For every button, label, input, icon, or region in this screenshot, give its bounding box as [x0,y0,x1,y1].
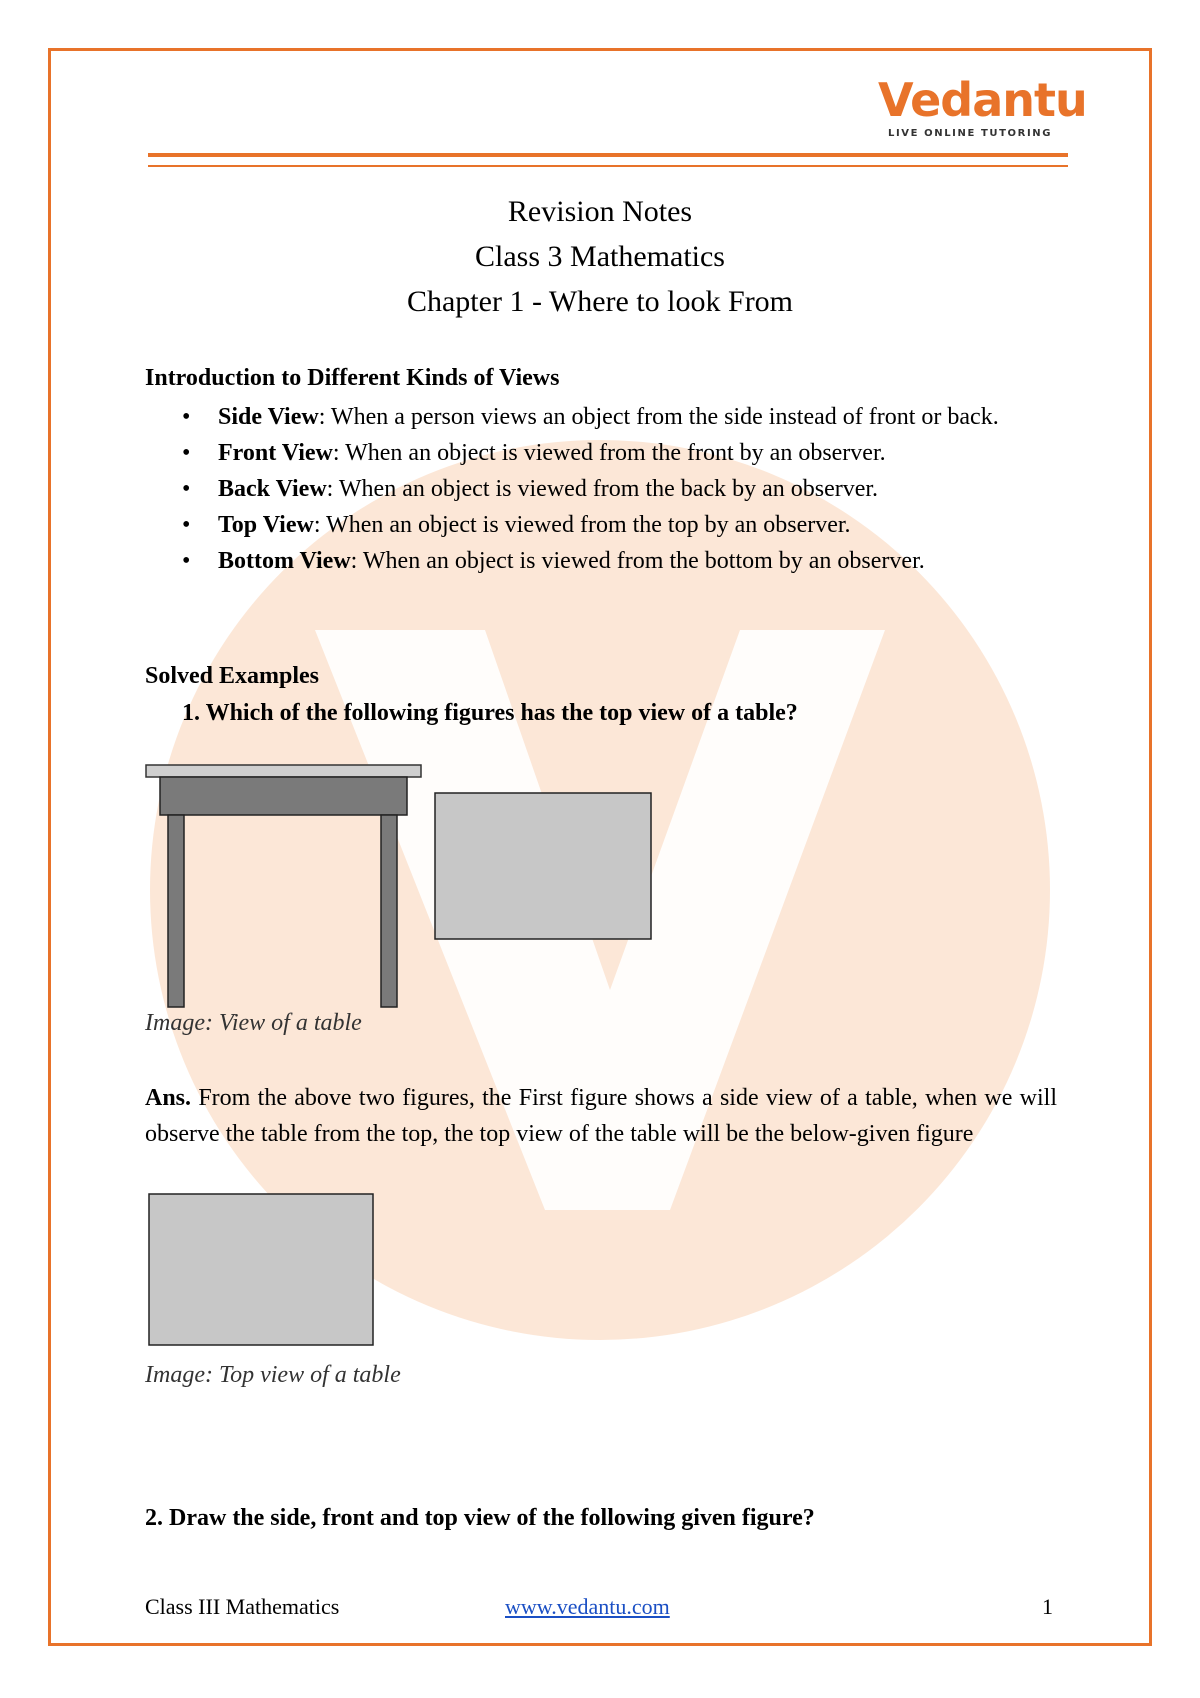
list-item [182,544,1062,578]
term: Back View [218,476,327,502]
term: Bottom View [218,548,351,574]
answer-label: Ans. [145,1085,192,1111]
term: Front View [218,440,333,466]
list-item [182,472,1062,506]
bullet-icon: • [182,440,191,466]
bullet-icon: • [182,512,191,538]
doc-title: Revision Notes [507,195,693,228]
figure-caption-2: Image: Top view of a table [145,1362,401,1388]
views-list [182,400,1062,580]
doc-class: Class 3 Mathematics [475,240,725,273]
page-number: 1 [1042,1594,1053,1619]
figure-caption-1: Image: View of a table [145,1010,362,1036]
definition: : When an object is viewed from the top by an observer. [313,512,851,538]
solved-examples-heading: Solved Examples [145,663,320,689]
question-2: 2. Draw the side, front and top view of the following given figure? [145,1505,815,1531]
list-item [182,400,1062,434]
answer-text: From the above two figures, the First figure shows a side view of a table, when we will observe the table from the top, the top view of the table will be the below-given figure [145,1085,1057,1147]
answer-paragraph [145,1080,1057,1152]
bullet-icon: • [182,404,191,430]
bullet-icon: • [182,476,191,502]
intro-heading: Introduction to Different Kinds of Views [145,365,560,391]
logo-wordmark: Vedantu [878,73,1087,127]
footer-website-link[interactable]: www.vedantu.com [505,1594,670,1619]
table-top-view-answer [148,1193,376,1348]
question-1: 1. Which of the following figures has the top view of a table? [182,700,798,726]
table-side-view-figure [145,764,425,1009]
vedantu-logo [878,72,1087,146]
list-item [182,436,1062,470]
definition: : When an object is viewed from the bottom by an observer. [350,548,925,574]
footer-subject: Class III Mathematics [145,1594,340,1619]
logo-tagline: LIVE ONLINE TUTORING [888,128,1053,139]
header-rule-thick [148,153,1068,157]
definition: : When a person views an object from the side instead of front or back. [318,404,999,430]
table-top-view-option [434,792,654,942]
doc-chapter: Chapter 1 - Where to look From [406,285,794,318]
term: Top View [218,512,314,538]
definition: : When an object is viewed from the front by an observer. [332,440,886,466]
list-item [182,508,1062,542]
header-rule-thin [148,165,1068,167]
term: Side View [218,404,319,430]
bullet-icon: • [182,548,191,574]
definition: : When an object is viewed from the back by an observer. [326,476,879,502]
